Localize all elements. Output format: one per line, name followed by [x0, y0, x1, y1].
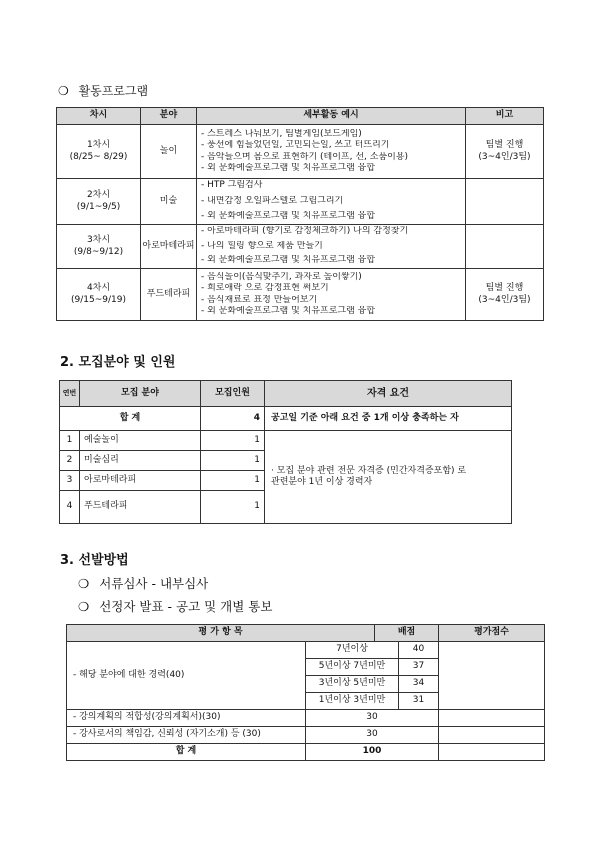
detail-item: - 희로애락 으로 감정표현 써보기 [201, 283, 329, 293]
table-row [67, 710, 545, 727]
responsibility-label: - 강사로서의 책임감, 신뢰성 (자기소개) 등 (30) [67, 727, 306, 744]
session: 1차시 [86, 140, 111, 150]
header-requirement: 자격 요건 [265, 381, 512, 407]
table-row [67, 642, 545, 659]
circle-bullet-icon: ❍ [78, 576, 90, 591]
total-label: 합 계 [60, 407, 201, 431]
row-no: 2 [60, 451, 80, 471]
row-no: 1 [60, 431, 80, 451]
selection-line: ❍ 서류심사 - 내부심사 [78, 576, 209, 591]
detail-item: - 풍선에 힘들었던일, 고민되는일, 쓰고 터뜨리기 [201, 140, 390, 150]
header-item: 평 가 항 목 [67, 625, 375, 642]
note: 팀별 진행 [485, 140, 524, 150]
session: 2차시 [86, 190, 111, 200]
career-label: - 해당 분야에 대한 경력(40) [67, 642, 306, 710]
detail-item: - HTP 그림검사 [201, 180, 263, 191]
session-dates: (9/8~9/12) [73, 246, 124, 257]
field: 미술 [141, 179, 197, 225]
activity-heading: ❍ 활동프로그램 [58, 84, 149, 98]
career-score: 40 [399, 642, 439, 659]
detail-item: - 나의 힐링 향으로 제품 만들기 [201, 240, 323, 251]
header-field: 모집 분야 [80, 381, 201, 407]
score-blank [439, 710, 545, 727]
career-score: 34 [399, 676, 439, 693]
row-no: 4 [60, 491, 80, 524]
detail-item: - 아로마테라피 (향기로 감정체크하기) 나의 감정찾기 [201, 226, 409, 237]
session: 4차시 [86, 283, 111, 293]
total-count: 4 [201, 407, 265, 431]
row-count: 1 [201, 451, 265, 471]
row-field: 아로마테라피 [80, 471, 201, 491]
detail-item: - 외 문화예술프로그램 및 치유프로그램 융합 [201, 163, 376, 173]
selection-heading: 3. 선발방법 [60, 553, 129, 568]
plan-score: 30 [306, 710, 439, 727]
row-field: 예술놀이 [80, 431, 201, 451]
table-row [57, 269, 544, 321]
note: 팀별 진행 [485, 283, 524, 293]
total-score: 100 [306, 744, 439, 761]
detail-item: - 음식놀이(음식맞추기, 과자로 높이쌓기) [201, 271, 362, 282]
table-row [60, 431, 512, 451]
row-no: 3 [60, 471, 80, 491]
requirement-line: 관련분야 1년 이상 경력자 [271, 477, 373, 487]
recruit-table [59, 380, 512, 524]
detail-item: - 외 문화예술프로그램 및 치유프로그램 융합 [201, 255, 376, 266]
session-dates: (8/25~ 8/29) [69, 151, 128, 162]
selection-line: ❍ 선정자 발표 - 공고 및 개별 통보 [78, 599, 273, 614]
total-row [67, 744, 545, 761]
field: 푸드테라피 [141, 269, 197, 321]
career-score: 37 [399, 659, 439, 676]
score-blank [439, 727, 545, 744]
header-note: 비고 [466, 108, 544, 125]
header-session: 차시 [57, 108, 141, 125]
note-sub: (3~4인/3팀) [478, 294, 531, 305]
row-count: 1 [201, 431, 265, 451]
requirement-line: · 모집 분야 관련 전문 자격증 (민간자격증포함) 로 [271, 465, 467, 476]
header-count: 모집인원 [201, 381, 265, 407]
header-field: 분야 [141, 108, 197, 125]
career-range: 5년이상 7년미만 [306, 659, 399, 676]
header-no: 연번 [60, 381, 80, 407]
score-blank [439, 642, 545, 710]
total-requirement: 공고일 기준 아래 요건 중 1개 이상 충족하는 자 [265, 407, 512, 431]
header-points: 배점 [375, 625, 439, 642]
total-label: 합 계 [67, 744, 306, 761]
row-count: 1 [201, 491, 265, 524]
note-sub: (3~4인/3팀) [478, 151, 531, 162]
field: 놀이 [141, 125, 197, 179]
table-row [67, 727, 545, 744]
total-row [60, 407, 512, 431]
session-dates: (9/1~9/5) [76, 201, 121, 212]
career-range: 3년이상 5년미만 [306, 676, 399, 693]
header-score: 평가점수 [439, 625, 545, 642]
career-range: 7년이상 [306, 642, 399, 659]
table-row [57, 225, 544, 269]
career-score: 31 [399, 693, 439, 710]
table-row [57, 125, 544, 179]
circle-bullet-icon: ❍ [78, 599, 90, 614]
row-count: 1 [201, 471, 265, 491]
detail-item: - 외 문화예술프로그램 및 치유프로그램 융합 [201, 306, 376, 316]
plan-label: - 강의계획의 적합성(강의계획서)(30) [67, 710, 306, 727]
responsibility-score: 30 [306, 727, 439, 744]
field: 아로마테라피 [141, 225, 197, 269]
circle-bullet-icon: ❍ [58, 84, 69, 98]
career-range: 1년이상 3년미만 [306, 693, 399, 710]
activity-table [56, 107, 544, 321]
evaluation-table [66, 624, 545, 761]
row-field: 미술심리 [80, 451, 201, 471]
detail-item: - 스트레스 나눠보기, 팀별게임(보드게임) [201, 128, 362, 139]
row-field: 푸드테라피 [80, 491, 201, 524]
session-dates: (9/15~9/19) [71, 294, 126, 305]
recruit-heading: 2. 모집분야 및 인원 [60, 355, 176, 370]
score-blank [439, 744, 545, 761]
detail-item: - 외 문화예술프로그램 및 치유프로그램 융합 [201, 211, 376, 222]
table-row [57, 179, 544, 225]
session: 3차시 [86, 235, 111, 245]
header-detail: 세부활동 예시 [197, 108, 466, 125]
detail-item: - 내면감정 오일파스텔로 그림그리기 [201, 195, 344, 206]
detail-item: - 음악들으며 몸으로 표현하기 (테이프, 선, 소품이용) [201, 151, 409, 162]
detail-item: - 음식재료로 표정 만들어보기 [201, 294, 318, 305]
